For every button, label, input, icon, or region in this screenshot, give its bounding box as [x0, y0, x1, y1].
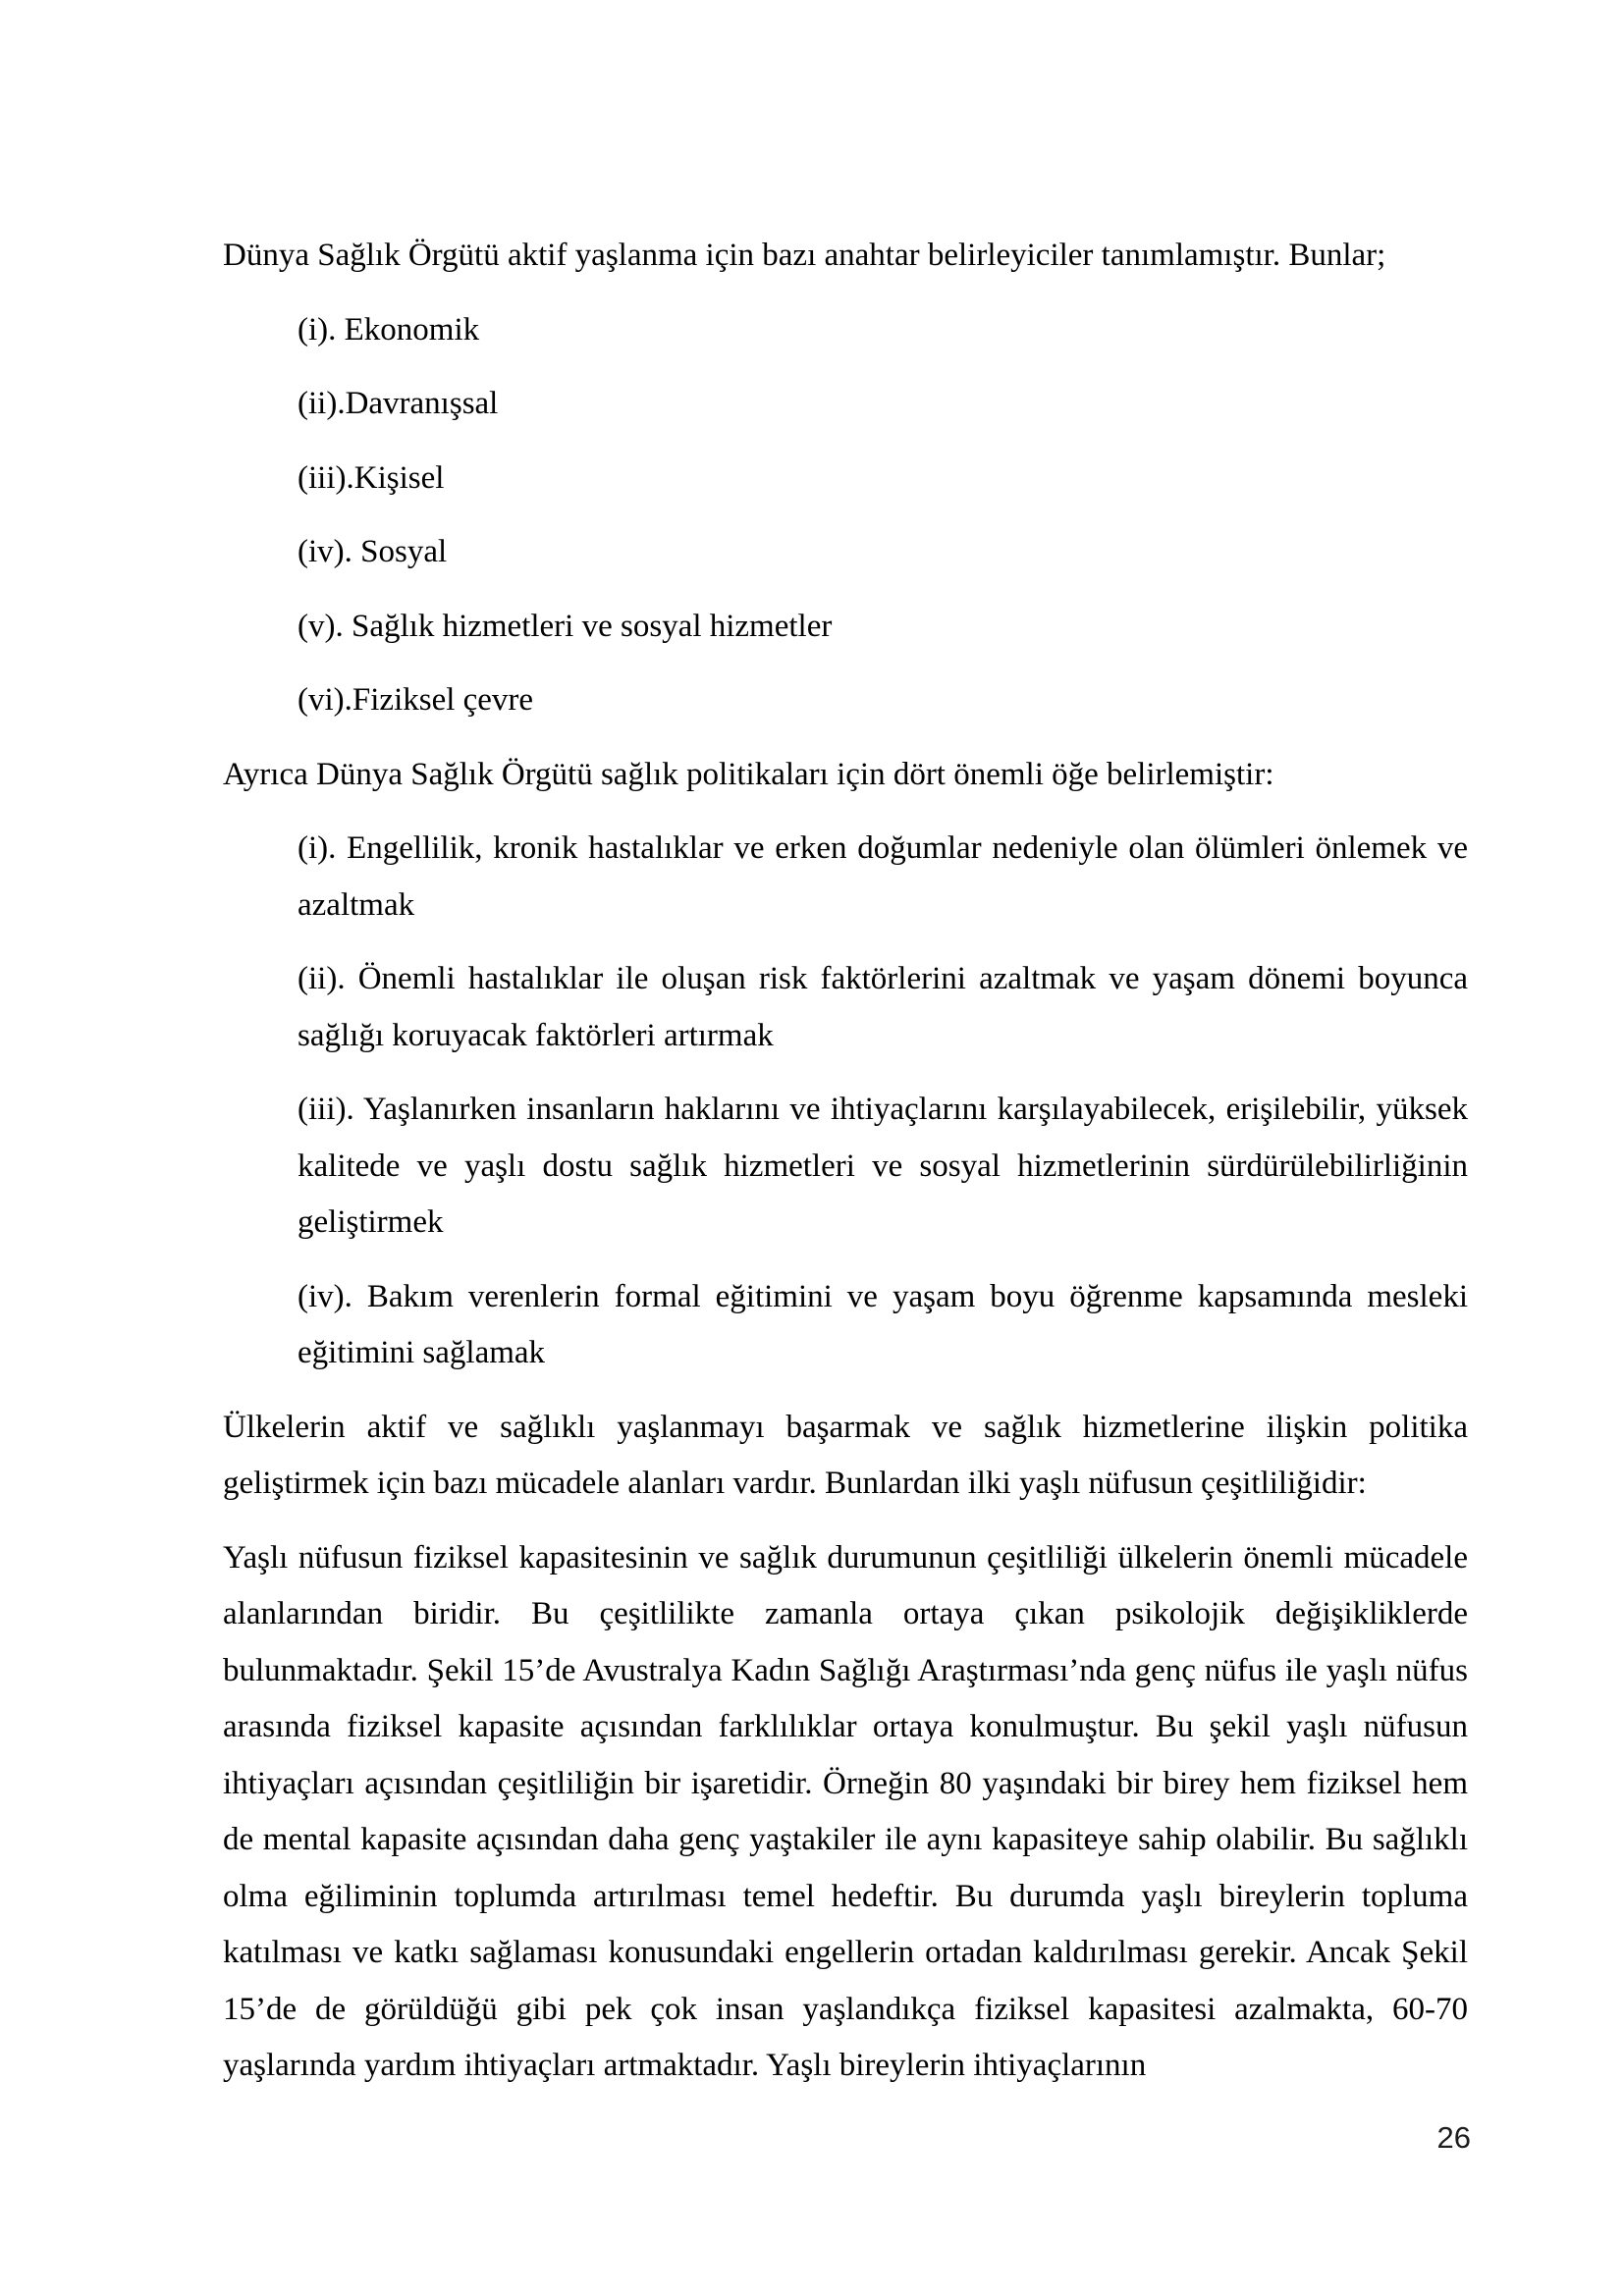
document-body	[223, 228, 1468, 2112]
list-item-policy-3: (iii). Yaşlanırken insanların haklarını ve ihtiyaçlarını karşılayabilecek, erişilebilir, yüksek kalitede ve yaşlı dostu sağlık hizmetleri ve sosyal hizmetlerinin sürdürülebilirliğinin geliştirmek	[298, 1092, 1468, 1240]
list-item-determinant-6: (vi).Fiziksel çevre	[298, 682, 534, 718]
list-item-determinant-3: (iii).Kişisel	[298, 459, 445, 496]
paragraph-intro: Dünya Sağlık Örgütü aktif yaşlanma için bazı anahtar belirleyiciler tanımlamıştır. Bunlar;	[223, 238, 1386, 273]
list-item-determinant-4: (iv). Sosyal	[298, 534, 448, 569]
list-item-policy-4: (iv). Bakım verenlerin formal eğitimini ve yaşam boyu öğrenme kapsamında mesleki eğitimini sağlamak	[298, 1278, 1468, 1370]
list-item-determinant-5: (v). Sağlık hizmetleri ve sosyal hizmetler	[298, 608, 833, 644]
paragraph-challenges: Ülkelerin aktif ve sağlıklı yaşlanmayı başarmak ve sağlık hizmetlerine ilişkin politika geliştirmek için bazı mücadele alanları vardır. Bunlardan ilki yaşlı nüfusun çeşitliliğidir:	[223, 1409, 1468, 1501]
paragraph-diversity: Yaşlı nüfusun fiziksel kapasitesinin ve sağlık durumunun çeşitliliği ülkelerin önemli mücadele alanlarından biridir. Bu çeşitlilikte zamanla ortaya çıkan psikolojik değişikliklerde bulunmaktadır. Şekil 15’de Avustralya Kadın Sağlığı Araştırması’nda genç nüfus ile yaşlı nüfus arasında fiziksel kapasite açısından farklılıklar ortaya konulmuştur. Bu şekil yaşlı nüfusun ihtiyaçları açısından çeşitliliğin bir işaretidir. Örneğin 80 yaşındaki bir birey hem fiziksel hem de mental kapasite açısından daha genç yaştakiler ile aynı kapasiteye sahip olabilir. Bu sağlıklı olma eğiliminin toplumda artırılması temel hedeftir. Bu durumda yaşlı bireylerin topluma katılması ve katkı sağlaması konusundaki engellerin ortadan kaldırılması gerekir. Ancak Şekil 15’de de görüldüğü gibi pek çok insan yaşlandıkça fiziksel kapasitesi azalmakta, 60-70 yaşlarında yardım ihtiyaçları artmaktadır. Yaşlı bireylerin ihtiyaçlarının	[223, 1539, 1468, 2083]
paragraph-policy-intro: Ayrıca Dünya Sağlık Örgütü sağlık politikaları için dört önemli öğe belirlemiştir:	[223, 756, 1274, 792]
list-item-policy-2: (ii). Önemli hastalıklar ile oluşan risk faktörlerini azaltmak ve yaşam dönemi boyunca sağlığı koruyacak faktörleri artırmak	[298, 961, 1468, 1053]
list-item-policy-1: (i). Engellilik, kronik hastalıklar ve erken doğumlar nedeniyle olan ölümleri önlemek ve azaltmak	[298, 830, 1468, 923]
list-item-determinant-2: (ii).Davranışsal	[298, 386, 499, 421]
page-number: 26	[1436, 2120, 1471, 2155]
list-item-determinant-1: (i). Ekonomik	[298, 311, 480, 347]
